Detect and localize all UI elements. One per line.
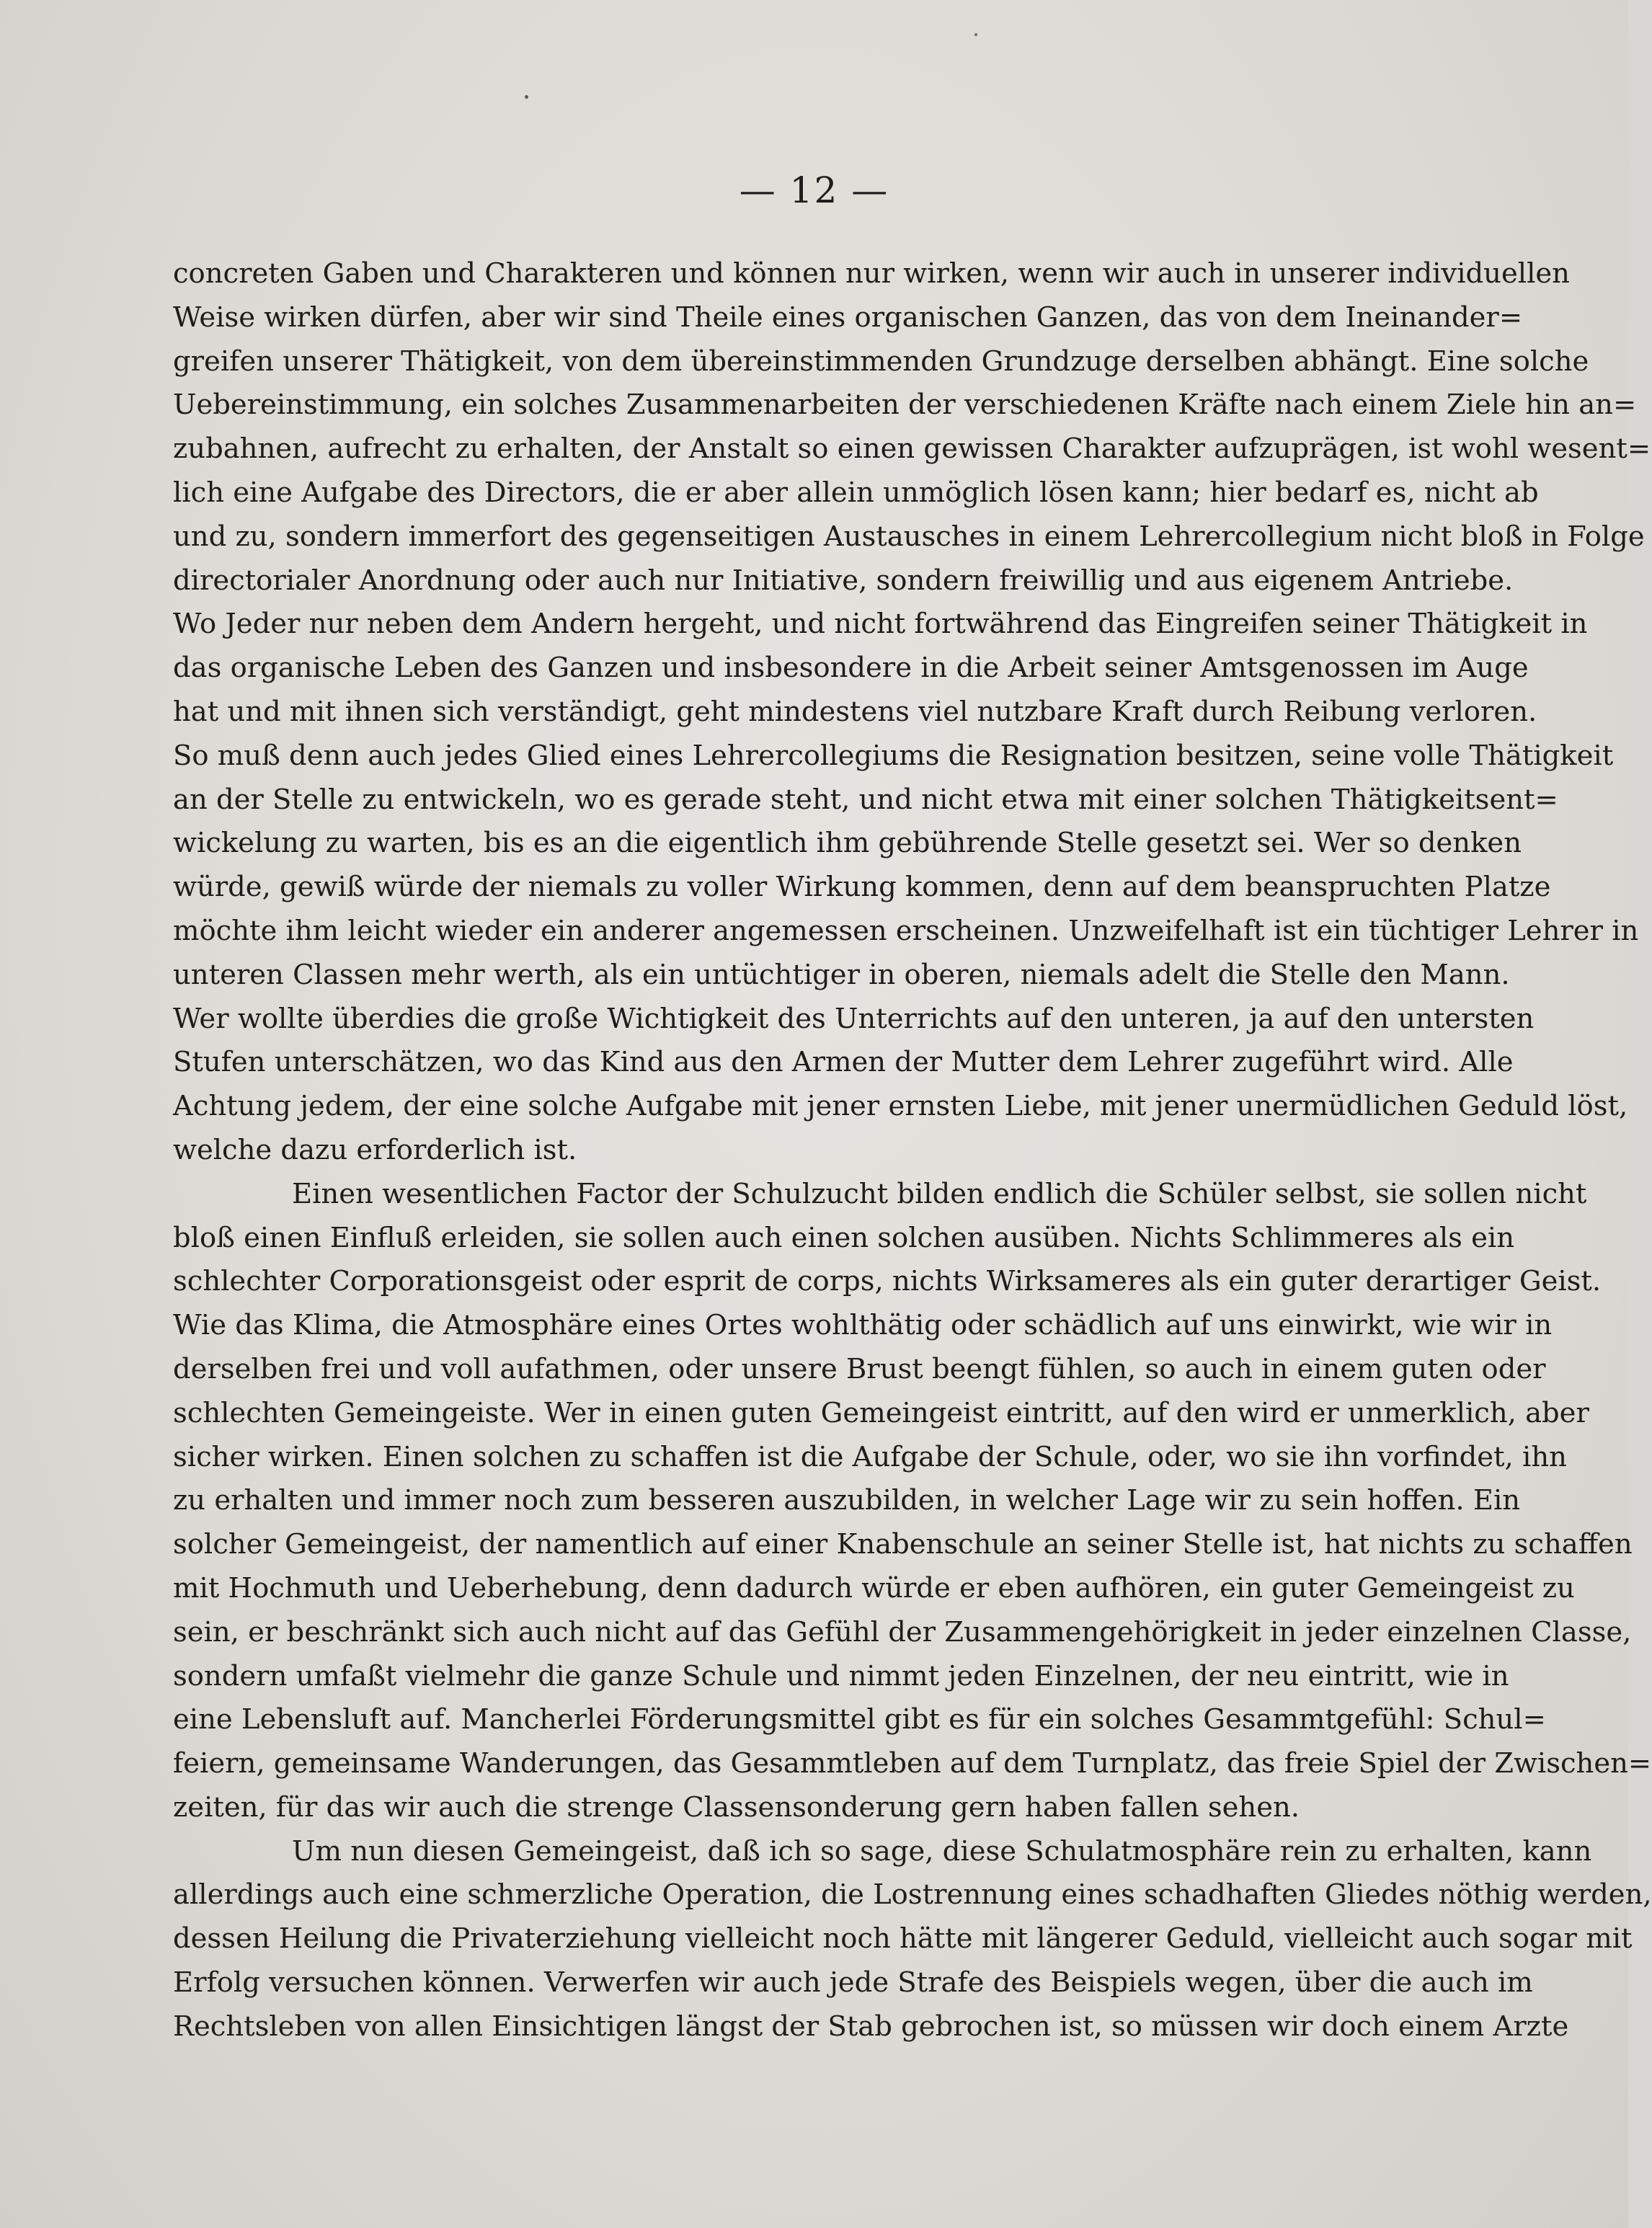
text-line: schlechten Gemeingeiste. Wer in einen guten Gemeingeist eintritt, auf den wird er unmerklich, aber: [173, 1396, 1589, 1429]
text-line: Wo Jeder nur neben dem Andern hergeht, und nicht fortwährend das Eingreifen seiner Thätigkeit in: [173, 608, 1588, 641]
text-line: lich eine Aufgabe des Directors, die er aber allein unmöglich lösen kann; hier bedarf es, nicht ab: [173, 476, 1539, 509]
text-line: bloß einen Einfluß erleiden, sie sollen auch einen solchen ausüben. Nichts Schlimmeres als ein: [173, 1221, 1515, 1254]
page-number: — 12 —: [739, 169, 889, 211]
text-line: mit Hochmuth und Ueberhebung, denn dadurch würde er eben aufhören, ein guter Gemeingeist zu: [173, 1571, 1575, 1605]
text-line: würde, gewiß würde der niemals zu voller Wirkung kommen, denn auf dem beanspruchten Platze: [173, 871, 1551, 904]
text-line: unteren Classen mehr werth, als ein untüchtiger in oberen, niemals adelt die Stelle den Mann.: [173, 958, 1510, 991]
text-line: feiern, gemeinsame Wanderungen, das Gesammtleben auf dem Turnplatz, das freie Spiel der Zwischen=: [173, 1747, 1652, 1780]
text-line: directorialer Anordnung oder auch nur Initiative, sondern freiwillig und aus eigenem Antriebe.: [173, 564, 1514, 597]
text-line: wickelung zu warten, bis es an die eigentlich ihm gebührende Stelle gesetzt sei. Wer so denken: [173, 827, 1522, 860]
text-line: und zu, sondern immerfort des gegenseitigen Austausches in einem Lehrercollegium nicht bloß in Folge: [173, 520, 1645, 553]
text-line: Einen wesentlichen Factor der Schulzucht bilden endlich die Schüler selbst, sie sollen nicht: [292, 1177, 1587, 1210]
text-line: zeiten, für das wir auch die strenge Classensonderung gern haben fallen sehen.: [173, 1790, 1300, 1824]
text-line: Stufen unterschätzen, wo das Kind aus den Armen der Mutter dem Lehrer zugeführt wird. Alle: [173, 1046, 1514, 1079]
text-line: concreten Gaben und Charakteren und können nur wirken, wenn wir auch in unserer individuellen: [173, 257, 1570, 290]
text-line: das organische Leben des Ganzen und insbesondere in die Arbeit seiner Amtsgenossen im Auge: [173, 652, 1529, 685]
text-line: solcher Gemeingeist, der namentlich auf einer Knabenschule an seiner Stelle ist, hat nichts zu schaffen: [173, 1528, 1633, 1561]
text-line: So muß denn auch jedes Glied eines Lehrercollegiums die Resignation besitzen, seine volle Thätigkeit: [173, 739, 1614, 772]
body-text: [173, 252, 1652, 2049]
text-line: sicher wirken. Einen solchen zu schaffen ist die Aufgabe der Schule, oder, wo sie ihn vorfindet, ihn: [173, 1440, 1567, 1473]
text-line: Um nun diesen Gemeingeist, daß ich so sage, diese Schulatmosphäre rein zu erhalten, kann: [292, 1834, 1592, 1868]
ink-speck: [525, 95, 528, 99]
text-line: allerdings auch eine schmerzliche Operation, die Lostrennung eines schadhaften Gliedes nöthig werden,: [173, 1878, 1652, 1912]
text-line: derselben frei und voll aufathmen, oder unsere Brust beengt fühlen, so auch in einem guten oder: [173, 1352, 1546, 1385]
text-line: Wie das Klima, die Atmosphäre eines Ortes wohlthätig oder schädlich auf uns einwirkt, wie wir in: [173, 1309, 1553, 1342]
text-line: eine Lebensluft auf. Mancherlei Förderungsmittel gibt es für ein solches Gesammtgefühl: Schul=: [173, 1703, 1546, 1736]
ink-speck: [974, 33, 977, 36]
text-line: Wer wollte überdies die große Wichtigkeit des Unterrichts auf den unteren, ja auf den untersten: [173, 1002, 1535, 1035]
text-line: Uebereinstimmung, ein solches Zusammenarbeiten der verschiedenen Kräfte nach einem Ziele hin an=: [173, 389, 1637, 422]
text-line: sein, er beschränkt sich auch nicht auf das Gefühl der Zusammengehörigkeit in jeder einzelnen Classe,: [173, 1615, 1632, 1648]
text-line: an der Stelle zu entwickeln, wo es gerade steht, und nicht etwa mit einer solchen Thätigkeitsent=: [173, 783, 1558, 816]
text-line: sondern umfaßt vielmehr die ganze Schule und nimmt jeden Einzelnen, der neu eintritt, wie in: [173, 1659, 1509, 1692]
text-line: Rechtsleben von allen Einsichtigen längst der Stab gebrochen ist, so müssen wir doch einem Arzte: [173, 2010, 1569, 2043]
text-line: dessen Heilung die Privaterziehung vielleicht noch hätte mit längerer Geduld, vielleicht auch sogar mit: [173, 1922, 1633, 1956]
text-line: zubahnen, aufrecht zu erhalten, der Anstalt so einen gewissen Charakter aufzuprägen, ist wohl wesent=: [173, 432, 1651, 466]
text-line: Achtung jedem, der eine solche Aufgabe mit jener ernsten Liebe, mit jener unermüdlichen Geduld löst,: [173, 1090, 1628, 1123]
text-line: möchte ihm leicht wieder ein anderer angemessen erscheinen. Unzweifelhaft ist ein tüchtiger Lehrer in: [173, 914, 1639, 947]
text-line: zu erhalten und immer noch zum besseren auszubilden, in welcher Lage wir zu sein hoffen. Ein: [173, 1484, 1521, 1517]
text-line: Erfolg versuchen können. Verwerfen wir auch jede Strafe des Beispiels wegen, über die auch im: [173, 1966, 1533, 2000]
text-line: greifen unserer Thätigkeit, von dem übereinstimmenden Grundzuge derselben abhängt. Eine solche: [173, 345, 1589, 378]
text-line: schlechter Corporationsgeist oder esprit de corps, nichts Wirksameres als ein guter derartiger Geist.: [173, 1265, 1602, 1298]
text-line: welche dazu erforderlich ist.: [173, 1133, 577, 1166]
text-line: hat und mit ihnen sich verständigt, geht mindestens viel nutzbare Kraft durch Reibung verloren.: [173, 695, 1537, 728]
text-line: Weise wirken dürfen, aber wir sind Theile eines organischen Ganzen, das von dem Ineinander=: [173, 301, 1523, 334]
